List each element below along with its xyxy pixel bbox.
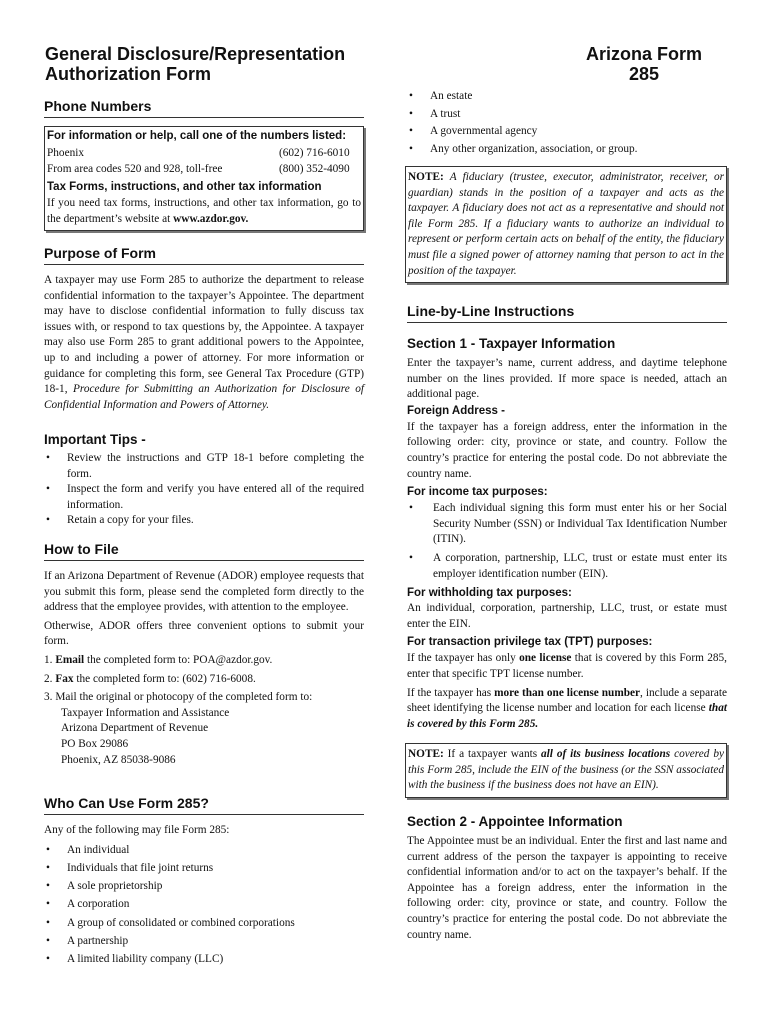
withholding-text: An individual, corporation, partnership, LLC, trust, or estate must enter the EIN. (407, 602, 727, 630)
list-item: • A corporation, partnership, LLC, trust or estate must enter its employer identification number (EIN). (407, 551, 727, 582)
list-item: • An individual (44, 841, 364, 859)
phone-row (47, 162, 361, 178)
tax-info-text: If you need tax forms, instructions, and other tax information, go to the department’s website at www.azdor.gov. (47, 197, 361, 225)
phone-section-title: Phone Numbers (44, 98, 364, 118)
phone-info-box (44, 126, 364, 231)
purpose-section (44, 245, 364, 413)
fiduciary-note: NOTE: A fiduciary (trustee, executor, administrator, receiver, or guardian) stands in the position of a taxpayer and acts as the taxpayer. A fiduciary does not act as a representative and should not file Form 285. If a fiduciary wants to authorize an individual to represent or perform certain acts on behalf of the entity, the fiduciary must file a signed power of attorney naming that person to act in the position of the taxpayer. (408, 171, 725, 277)
section2-title: Section 2 - Appointee Information (407, 814, 623, 829)
address-line: Arizona Department of Revenue (61, 722, 209, 735)
tips-list (44, 451, 364, 529)
list-item: • Any other organization, association, or group. (407, 141, 727, 159)
phone-label: From area codes 520 and 928, toll-free (47, 162, 223, 175)
phone-list (47, 146, 361, 177)
list-item: • An estate (407, 88, 727, 106)
list-item: • Retain a copy for your files. (44, 513, 364, 529)
phone-info-heading: For information or help, call one of the numbers listed: (47, 130, 347, 142)
fiduciary-note-box (405, 166, 727, 283)
tips-section (44, 432, 364, 529)
who-intro: Any of the following may file Form 285: (44, 824, 230, 836)
list-item: • Each individual signing this form must enter his or her Social Security Number (SSN) or Individual Tax Identification Number (ITIN). (407, 501, 727, 548)
howto-p1: If an Arizona Department of Revenue (ADOR) employee requests that you submit this form, please send the completed form directly to the address that the employee provides, with attention to the employee. (44, 570, 364, 614)
foreign-address-heading: Foreign Address - (407, 404, 505, 417)
who-list-cont (407, 88, 727, 158)
list-item: • A sole proprietorship (44, 877, 364, 895)
list-item: • A governmental agency (407, 123, 727, 141)
howto-option-fax: 2. Fax the completed form to: (602) 716-6008. (44, 672, 256, 685)
howto-option-mail: 3. Mail the original or photocopy of the completed form to: (44, 691, 313, 704)
address-line: Taxpayer Information and Assistance (61, 706, 230, 719)
form-title-line2: Authorization Form (45, 64, 211, 84)
form-number-line1: Arizona Form (585, 44, 702, 64)
phone-number: (800) 352-4090 (279, 162, 350, 175)
phone-number: (602) 716-6010 (279, 147, 350, 159)
howto-p2: Otherwise, ADOR offers three convenient options to submit your form. (44, 619, 364, 648)
business-locations-note: NOTE: If a taxpayer wants all of its business locations covered by this Form 285, include the EIN of the business (or the SSN associated with the business if the business does not have an EIN). (408, 748, 724, 792)
tpt-heading: For transaction privilege tax (TPT) purposes: (407, 636, 653, 649)
howto-section (44, 541, 364, 768)
purpose-section-title: Purpose of Form (44, 245, 364, 265)
withholding-heading: For withholding tax purposes: (407, 587, 572, 600)
list-item: • A limited liability company (LLC) (44, 950, 364, 968)
section2-text: The Appointee must be an individual. Enter the first and last name and current address of the person the taxpayer is appointing to receive confidential information and/or to act on the taxpayer’s behalf. If the Appointee has a foreign address, enter the information in the following order: city, province or state, and country. Follow the country’s practice for entering the postal code. Do not abbreviate the country name. (407, 835, 727, 941)
foreign-address-text: If the taxpayer has a foreign address, enter the information in the following order: city, province or state, and country. Follow the country’s practice for entering the postal code. Do not abbreviate the country name. (407, 420, 727, 480)
list-item: • Individuals that file joint returns (44, 859, 364, 877)
who-list-continued (407, 88, 727, 158)
section2 (407, 814, 727, 943)
who-list (44, 841, 364, 969)
howto-section-title: How to File (44, 541, 364, 561)
tips-title: Important Tips - (44, 432, 146, 447)
form-number (586, 44, 702, 84)
phone-label: Phoenix (47, 147, 85, 159)
mailing-address (44, 706, 364, 768)
list-item: • A group of consolidated or combined corporations (44, 914, 364, 932)
list-item: • A partnership (44, 932, 364, 950)
purpose-text: A taxpayer may use Form 285 to authorize the department to release confidential information to the taxpayer’s Appointee. The department may have to disclose confidential information to fully discuss tax issues with, or respond to tax questions by, the Appointee. A taxpayer may also use Form 285 to grant additional powers to the Appointee, up to and including a power of attorney. For more information or guidance for completing this form, see General Tax Procedure (GTP) 18-1, Procedure for Submitting an Authorization for Disclosure of Confidential Information and Powers of Attorney. (44, 274, 364, 411)
tpt-text-2: If the taxpayer has more than one license number, include a separate sheet identifying the license number and location for each license that is covered by this Form 285. (407, 686, 728, 730)
purpose-italic: Procedure for Submitting an Authorization for Disclosure of Confidential Information and Powers of Attorney. (44, 383, 364, 411)
form-number-line2: 285 (628, 64, 660, 84)
line-by-line-section (407, 303, 727, 732)
lbl-section-title: Line-by-Line Instructions (407, 303, 727, 323)
who-section (44, 795, 364, 969)
section1-text: Enter the taxpayer’s name, current address, and daytime telephone number on the lines provided. If more space is needed, attach an additional page. (407, 357, 727, 401)
form-title-line1: General Disclosure/Representation (45, 44, 346, 64)
form-title (45, 44, 345, 84)
list-item: • A trust (407, 106, 727, 124)
phone-row (47, 146, 361, 162)
income-tax-list (407, 501, 727, 582)
list-item: • Review the instructions and GTP 18-1 before completing the form. (44, 451, 364, 482)
list-item: • Inspect the form and verify you have entered all of the required information. (44, 482, 364, 513)
business-locations-note-box (405, 743, 727, 798)
income-tax-heading: For income tax purposes: (407, 486, 548, 499)
howto-option-email: 1. Email the completed form to: POA@azdor.gov. (44, 653, 273, 666)
address-line: Phoenix, AZ 85038-9086 (61, 753, 176, 766)
section1-title: Section 1 - Taxpayer Information (407, 336, 616, 351)
tpt-text-1: If the taxpayer has only one license that is covered by this Form 285, enter that specific TPT license number. (407, 652, 727, 680)
website-link[interactable]: www.azdor.gov. (173, 212, 249, 225)
address-line: PO Box 29086 (61, 737, 129, 750)
who-section-title: Who Can Use Form 285? (44, 795, 364, 815)
phone-section (44, 98, 364, 231)
tax-info-heading: Tax Forms, instructions, and other tax information (47, 181, 322, 194)
list-item: • A corporation (44, 895, 364, 913)
